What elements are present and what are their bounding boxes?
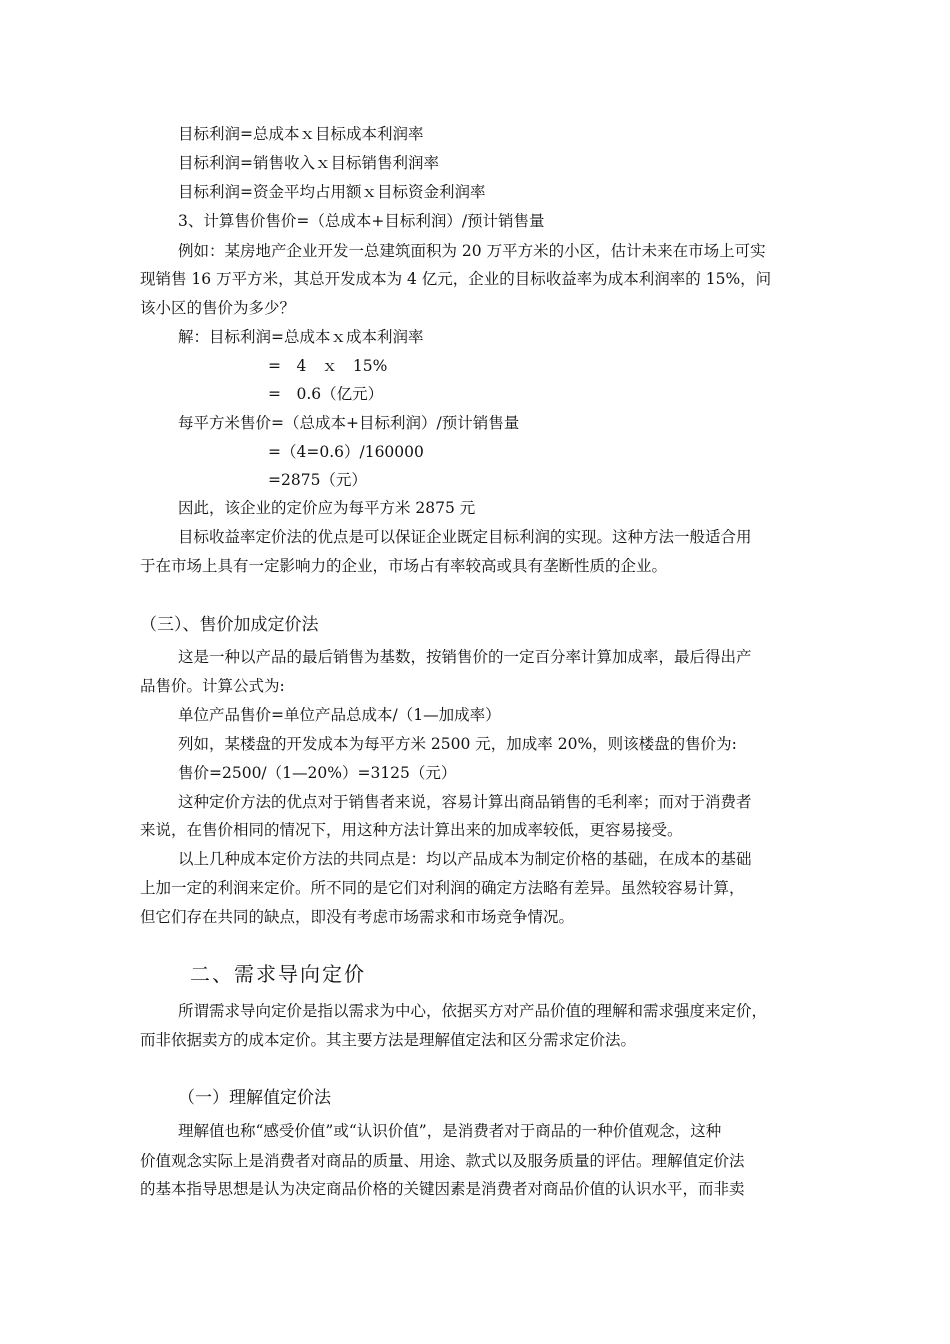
- example-line-1: 例如：某房地产企业开发一总建筑面积为 20 万平方米的小区，估计未来在市场上可实: [178, 242, 766, 260]
- solution-line-4: 每平方米售价=（总成本+目标利润）/预计销售量: [178, 414, 520, 432]
- solution-line-2: = 4 ｘ 15%: [268, 357, 388, 375]
- common-point-line-1: 以上几种成本定价方法的共同点是：均以产品成本为制定价格的基础，在成本的基础: [178, 850, 752, 868]
- perceived-value-line-1: 理解值也称“感受价值”或“认识价值”，是消费者对于商品的一种价值观念，这种: [178, 1122, 722, 1140]
- section-2-heading: 二、需求导向定价: [190, 962, 366, 986]
- markup-example-result: 售价=2500/（1—20%）=3125（元）: [178, 764, 457, 782]
- example-line-3: 该小区的售价为多少？: [140, 299, 296, 317]
- solution-line-6: =2875（元）: [268, 471, 367, 489]
- common-point-line-3: 但它们存在共同的缺点，即没有考虑市场需求和市场竞争情况。: [140, 908, 575, 926]
- perceived-value-line-2: 价值观念实际上是消费者对商品的质量、用途、款式以及服务质量的评估。理解值定价法: [140, 1152, 745, 1170]
- markup-para-line-1: 这是一种以产品的最后销售为基数，按销售价的一定百分率计算加成率，最后得出产: [178, 648, 752, 666]
- example-line-2: 现销售 16 万平方米，其总开发成本为 4 亿元，企业的目标收益率为成本利润率的 15%，问: [140, 270, 772, 288]
- step-3-price-formula: 3、计算售价售价=（总成本+目标利润）/预计销售量: [178, 212, 545, 230]
- markup-advantage-line-2: 来说，在售价相同的情况下，用这种方法计算出来的加成率较低，更容易接受。: [140, 821, 683, 839]
- markup-advantage-line-1: 这种定价方法的优点对于销售者来说，容易计算出商品销售的毛利率；而对于消费者: [178, 793, 752, 811]
- demand-para-line-2: 而非依据卖方的成本定价。其主要方法是理解值定法和区分需求定价法。: [140, 1031, 637, 1049]
- conclusion-line: 因此，该企业的定价应为每平方米 2875 元: [178, 499, 476, 517]
- solution-line-5: =（4=0.6）/160000: [268, 443, 424, 461]
- advantage-line-1: 目标收益率定价法的优点是可以保证企业既定目标利润的实现。这种方法一般适合用: [178, 528, 752, 546]
- demand-para-line-1: 所谓需求导向定价是指以需求为中心，依据买方对产品价值的理解和需求强度来定价，: [178, 1002, 768, 1020]
- common-point-line-2: 上加一定的利润来定价。所不同的是它们对利润的确定方法略有差异。虽然较容易计算，: [140, 879, 745, 897]
- solution-line-3: = 0.6（亿元）: [268, 385, 384, 403]
- formula-target-profit-sales: 目标利润=销售收入ｘ目标销售利润率: [178, 154, 439, 172]
- subsection-1-heading: （一）理解值定价法: [178, 1088, 331, 1108]
- advantage-line-2: 于在市场上具有一定影响力的企业，市场占有率较高或具有垄断性质的企业。: [140, 557, 668, 575]
- section-3-heading: （三）、售价加成定价法: [140, 615, 319, 635]
- solution-line-1: 解：目标利润=总成本ｘ成本利润率: [178, 328, 424, 346]
- markup-formula: 单位产品售价=单位产品总成本/（1—加成率）: [178, 706, 501, 724]
- markup-example: 列如，某楼盘的开发成本为每平方米 2500 元，加成率 20%，则该楼盘的售价为:: [178, 735, 737, 753]
- markup-para-line-2: 品售价。计算公式为:: [140, 677, 285, 695]
- formula-target-profit-cost: 目标利润=总成本ｘ目标成本利润率: [178, 125, 424, 143]
- formula-target-profit-capital: 目标利润=资金平均占用额ｘ目标资金利润率: [178, 183, 486, 201]
- perceived-value-line-3: 的基本指导思想是认为决定商品价格的关键因素是消费者对商品价值的认识水平，而非卖: [140, 1180, 745, 1198]
